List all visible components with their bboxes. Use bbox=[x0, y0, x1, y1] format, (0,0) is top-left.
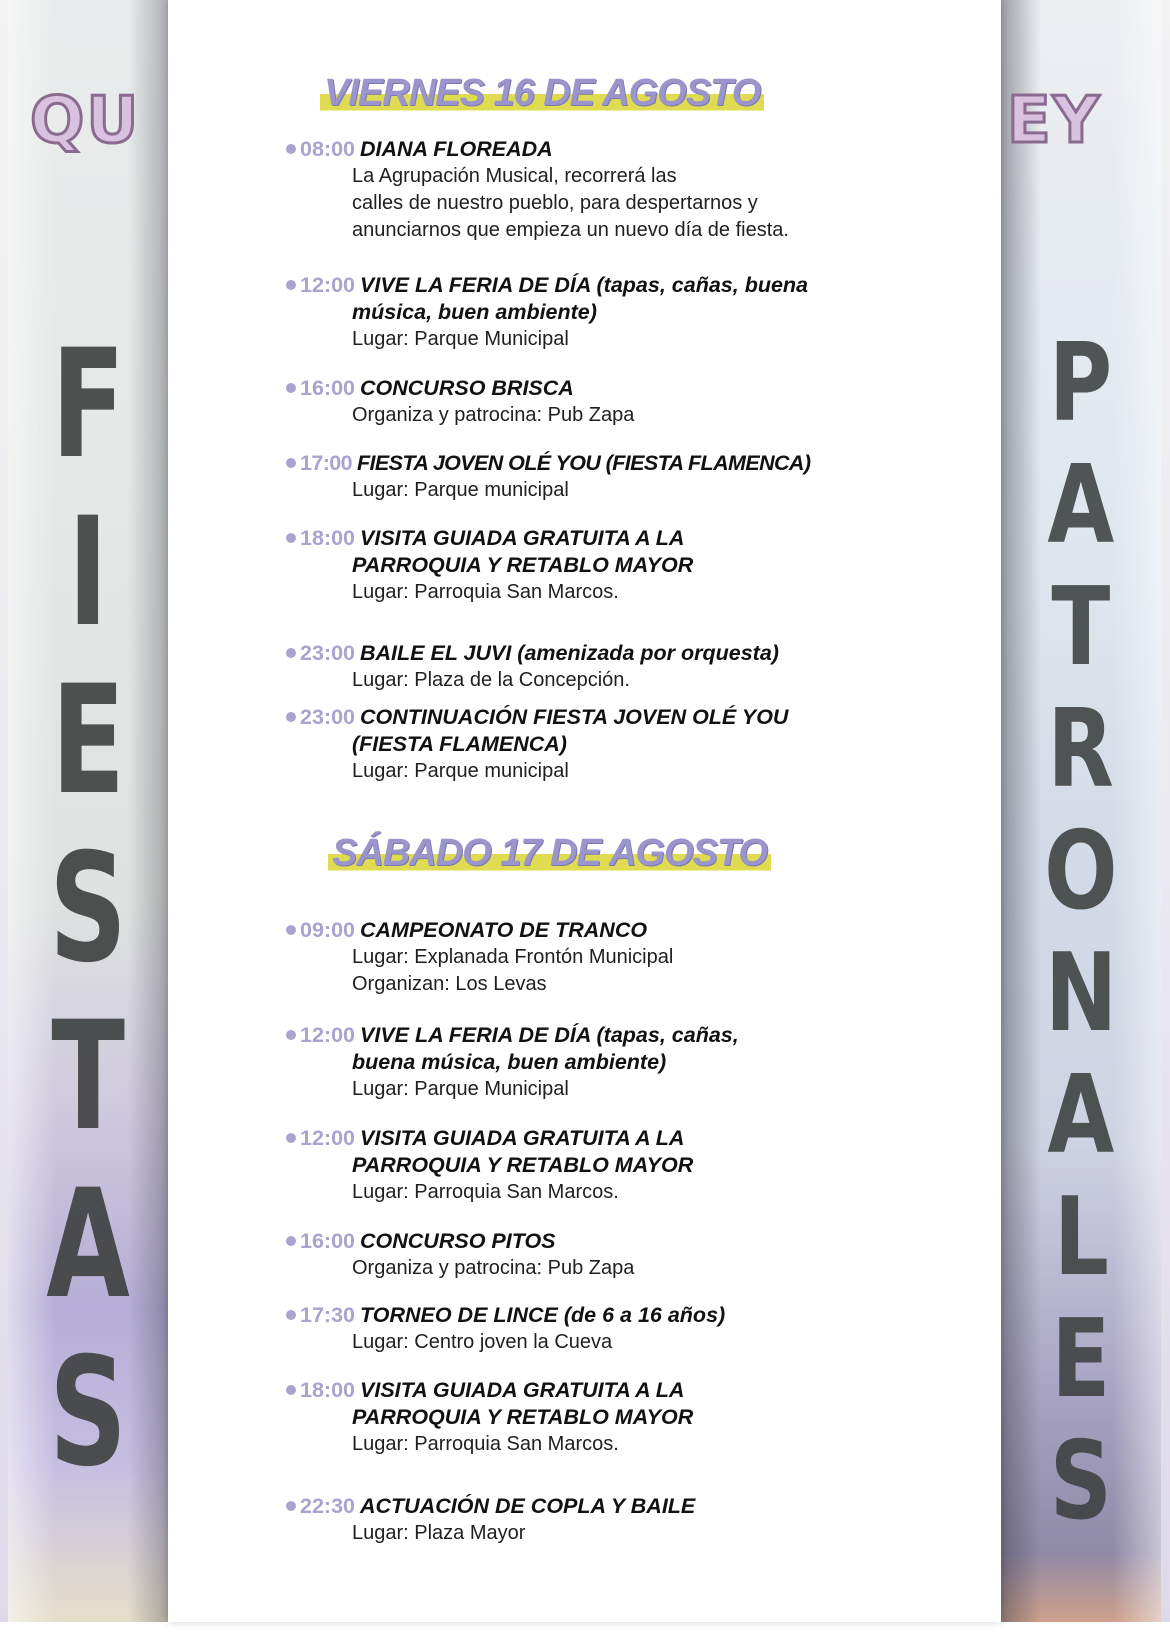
bullet-icon bbox=[286, 383, 296, 393]
event-title: DIANA FLOREADA bbox=[360, 137, 553, 161]
event-item bbox=[286, 450, 986, 504]
right-banner-letter: N bbox=[1044, 931, 1118, 1056]
event-detail: calles de nuestro pueblo, para despertarnos y bbox=[352, 192, 758, 214]
left-banner-letters bbox=[8, 318, 168, 1506]
day-title-friday: VIERNES 16 DE AGOSTO bbox=[320, 72, 764, 115]
day-title-saturday: SÁBADO 17 DE AGOSTO bbox=[328, 832, 771, 875]
event-detail: Organiza y patrocina: Pub Zapa bbox=[352, 404, 635, 426]
event-detail: Lugar: Parroquia San Marcos. bbox=[352, 1181, 619, 1203]
event-item bbox=[286, 136, 986, 244]
event-time: 18:00 bbox=[300, 526, 355, 550]
left-banner-letter: S bbox=[49, 1326, 127, 1500]
event-title: VISITA GUIADA GRATUITA A LA bbox=[360, 1126, 685, 1150]
event-item bbox=[286, 1022, 986, 1103]
bullet-icon bbox=[286, 712, 296, 722]
bullet-icon bbox=[286, 1236, 296, 1246]
event-item bbox=[286, 640, 986, 694]
event-title: CONTINUACIÓN FIESTA JOVEN OLÉ YOU bbox=[360, 705, 789, 729]
event-time: 23:00 bbox=[300, 705, 355, 729]
event-title-continued: (FIESTA FLAMENCA) bbox=[352, 732, 567, 756]
bullet-icon bbox=[286, 144, 296, 154]
event-item bbox=[286, 704, 986, 785]
event-title-continued: PARROQUIA Y RETABLO MAYOR bbox=[352, 553, 694, 577]
event-time: 12:00 bbox=[300, 1126, 355, 1150]
event-time: 08:00 bbox=[300, 137, 355, 161]
event-title: CAMPEONATO DE TRANCO bbox=[360, 918, 648, 942]
program-panel bbox=[168, 0, 1001, 1622]
event-detail: Lugar: Plaza de la Concepción. bbox=[352, 669, 630, 691]
event-title-continued: PARROQUIA Y RETABLO MAYOR bbox=[352, 1153, 694, 1177]
event-time: 12:00 bbox=[300, 1023, 355, 1047]
event-item bbox=[286, 1302, 986, 1356]
right-banner-letter: S bbox=[1049, 1419, 1113, 1544]
bullet-icon bbox=[286, 280, 296, 290]
event-item bbox=[286, 1493, 986, 1547]
event-detail: Lugar: Centro joven la Cueva bbox=[352, 1331, 613, 1353]
bullet-icon bbox=[286, 925, 296, 935]
right-banner-letter: T bbox=[1051, 565, 1111, 690]
event-detail: La Agrupación Musical, recorrerá las bbox=[352, 165, 677, 187]
bullet-icon bbox=[286, 1030, 296, 1040]
left-banner-letter: I bbox=[67, 486, 109, 660]
event-item bbox=[286, 1228, 986, 1282]
bullet-icon bbox=[286, 458, 296, 468]
left-banner bbox=[8, 0, 168, 1634]
event-item bbox=[286, 1125, 986, 1206]
bullet-icon bbox=[286, 648, 296, 658]
right-banner-letter: A bbox=[1047, 443, 1115, 568]
event-detail: Lugar: Plaza Mayor bbox=[352, 1522, 526, 1544]
right-banner-letter: E bbox=[1051, 1297, 1111, 1422]
left-banner-top-fragment: QU bbox=[30, 84, 141, 158]
event-item bbox=[286, 375, 986, 429]
event-time: 23:00 bbox=[300, 641, 355, 665]
event-title-continued: PARROQUIA Y RETABLO MAYOR bbox=[352, 1405, 694, 1429]
event-title-continued: buena música, buen ambiente) bbox=[352, 1050, 667, 1074]
right-banner bbox=[1001, 0, 1161, 1634]
event-time: 16:00 bbox=[300, 376, 355, 400]
event-title: VIVE LA FERIA DE DÍA (tapas, cañas, bbox=[360, 1023, 739, 1047]
event-title: ACTUACIÓN DE COPLA Y BAILE bbox=[360, 1494, 696, 1518]
event-item bbox=[286, 917, 986, 998]
right-banner-letter: L bbox=[1053, 1175, 1109, 1300]
event-title: BAILE EL JUVI (amenizada por orquesta) bbox=[360, 641, 779, 665]
bullet-icon bbox=[286, 1133, 296, 1143]
event-item bbox=[286, 525, 986, 606]
bullet-icon bbox=[286, 1385, 296, 1395]
event-time: 16:00 bbox=[300, 1229, 355, 1253]
event-item bbox=[286, 1377, 986, 1458]
event-title: FIESTA JOVEN OLÉ YOU (FIESTA FLAMENCA) bbox=[357, 451, 811, 475]
bullet-icon bbox=[286, 1310, 296, 1320]
event-time: 17:30 bbox=[300, 1303, 355, 1327]
event-title: VISITA GUIADA GRATUITA A LA bbox=[360, 1378, 685, 1402]
event-title: VISITA GUIADA GRATUITA A LA bbox=[360, 526, 685, 550]
left-banner-letter: E bbox=[51, 654, 125, 828]
event-detail: Lugar: Parque municipal bbox=[352, 760, 569, 782]
left-banner-letter: A bbox=[46, 1158, 130, 1332]
right-banner-letters bbox=[1001, 321, 1161, 1550]
event-item bbox=[286, 272, 986, 353]
right-banner-letter: P bbox=[1049, 321, 1113, 446]
right-banner-letter: R bbox=[1047, 687, 1115, 812]
event-detail: Lugar: Explanada Frontón Municipal bbox=[352, 946, 674, 968]
event-detail: anunciarnos que empieza un nuevo día de fiesta. bbox=[352, 219, 789, 241]
left-banner-letter: F bbox=[51, 318, 125, 492]
right-banner-letter: O bbox=[1044, 809, 1118, 934]
left-banner-letter: T bbox=[51, 990, 125, 1164]
event-detail: Lugar: Parque Municipal bbox=[352, 328, 569, 350]
event-title: CONCURSO BRISCA bbox=[360, 376, 574, 400]
event-time: 22:30 bbox=[300, 1494, 355, 1518]
event-detail: Organizan: Los Levas bbox=[352, 973, 547, 995]
event-detail: Lugar: Parque municipal bbox=[352, 479, 569, 501]
left-banner-letter: S bbox=[49, 822, 127, 996]
right-banner-letter: A bbox=[1047, 1053, 1115, 1178]
event-time: 18:00 bbox=[300, 1378, 355, 1402]
event-time: 17:00 bbox=[300, 451, 352, 475]
event-title: TORNEO DE LINCE (de 6 a 16 años) bbox=[360, 1303, 726, 1327]
event-title: CONCURSO PITOS bbox=[360, 1229, 556, 1253]
bullet-icon bbox=[286, 533, 296, 543]
event-title-continued: música, buen ambiente) bbox=[352, 300, 597, 324]
event-time: 12:00 bbox=[300, 273, 355, 297]
right-banner-top-fragment: EY bbox=[1007, 84, 1102, 158]
event-detail: Lugar: Parroquia San Marcos. bbox=[352, 581, 619, 603]
event-time: 09:00 bbox=[300, 918, 355, 942]
bullet-icon bbox=[286, 1501, 296, 1511]
event-detail: Lugar: Parque Municipal bbox=[352, 1078, 569, 1100]
event-title: VIVE LA FERIA DE DÍA (tapas, cañas, buena bbox=[360, 273, 809, 297]
bottom-edge bbox=[0, 1622, 1170, 1634]
event-detail: Organiza y patrocina: Pub Zapa bbox=[352, 1257, 635, 1279]
event-detail: Lugar: Parroquia San Marcos. bbox=[352, 1433, 619, 1455]
